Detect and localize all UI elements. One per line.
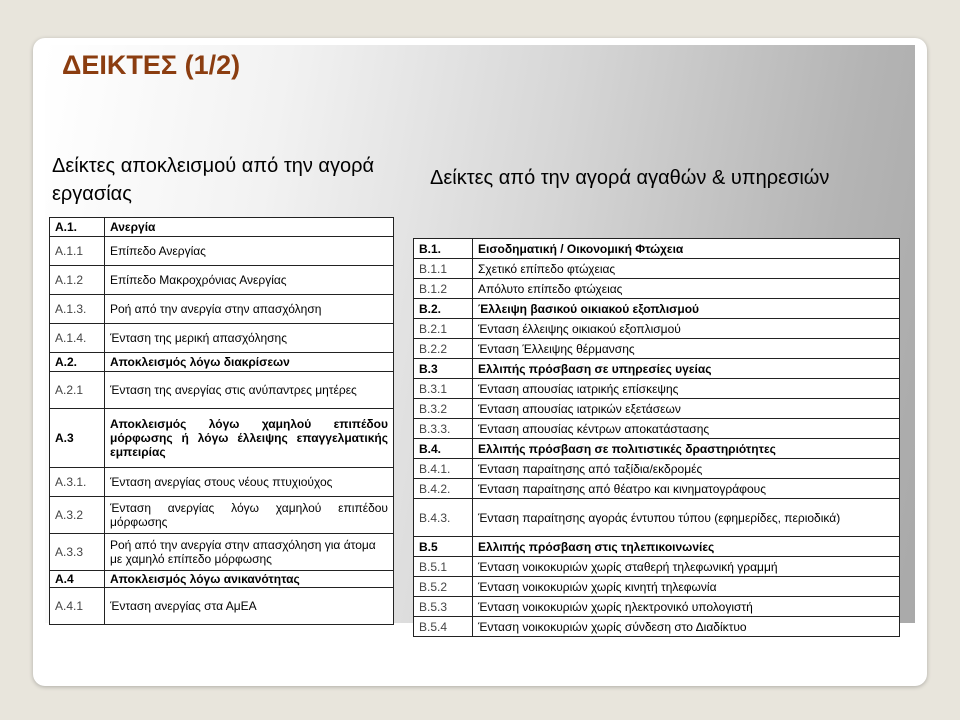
indicator-code: Β.1.2: [414, 279, 473, 299]
table-row: [50, 295, 394, 324]
table-row: [50, 324, 394, 353]
indicator-code: Β.2.: [414, 299, 473, 319]
table-section-row: [50, 571, 394, 588]
table-row: [414, 339, 900, 359]
indicator-label: Ένταση ανεργίας λόγω χαμηλού επιπέδου μόρφωσης: [105, 497, 394, 534]
table-section-row: [414, 359, 900, 379]
indicator-label: Επίπεδο Ανεργίας: [105, 237, 394, 266]
indicator-label: Ένταση ανεργίας στα ΑμΕΑ: [105, 588, 394, 625]
indicator-label: Ένταση νοικοκυριών χωρίς σταθερή τηλεφωνική γραμμή: [473, 557, 900, 577]
table-row: [414, 597, 900, 617]
indicator-code: Β.2.1: [414, 319, 473, 339]
indicator-code: Α.3.3: [50, 534, 105, 571]
indicator-label: Ελλιπής πρόσβαση σε πολιτιστικές δραστηριότητες: [473, 439, 900, 459]
indicator-label: Απόλυτο επίπεδο φτώχειας: [473, 279, 900, 299]
table-section-row: [414, 439, 900, 459]
indicator-label: Ελλιπής πρόσβαση σε υπηρεσίες υγείας: [473, 359, 900, 379]
table-section-row: [50, 218, 394, 237]
indicator-code: Β.5.3: [414, 597, 473, 617]
table-row: [414, 379, 900, 399]
indicator-label: Ένταση της ανεργίας στις ανύπαντρες μητέρες: [105, 372, 394, 409]
labor-market-heading: Δείκτες αποκλεισμού από την αγορά εργασίας: [52, 155, 375, 205]
indicator-code: Α.1.1: [50, 237, 105, 266]
indicator-code: Β.5.2: [414, 577, 473, 597]
slide-title: ΔΕΙΚΤΕΣ (1/2): [62, 50, 241, 80]
indicator-label: Ελλιπής πρόσβαση στις τηλεπικοινωνίες: [473, 537, 900, 557]
indicator-label: Ένταση Έλλειψης θέρμανσης: [473, 339, 900, 359]
indicator-label: Ένταση απουσίας κέντρων αποκατάστασης: [473, 419, 900, 439]
table-row: [414, 279, 900, 299]
indicator-label: Σχετικό επίπεδο φτώχειας: [473, 259, 900, 279]
table-row: [50, 372, 394, 409]
indicator-label: Ένταση νοικοκυριών χωρίς κινητή τηλεφωνία: [473, 577, 900, 597]
table-section-row: [414, 239, 900, 259]
goods-services-heading: Δείκτες από την αγορά αγαθών & υπηρεσιών: [430, 167, 830, 189]
table-row: [414, 459, 900, 479]
indicator-code: Α.4.1: [50, 588, 105, 625]
indicator-label: Ένταση παραίτησης αγοράς έντυπου τύπου (εφημερίδες, περιοδικά): [473, 499, 900, 537]
indicator-code: Α.4: [50, 571, 105, 588]
indicator-label: Ένταση νοικοκυριών χωρίς ηλεκτρονικό υπολογιστή: [473, 597, 900, 617]
indicator-code: Β.3.2: [414, 399, 473, 419]
table-section-row: [414, 537, 900, 557]
table-row: [414, 557, 900, 577]
indicator-label: Ένταση ανεργίας στους νέους πτυχιούχος: [105, 468, 394, 497]
indicator-label: Ένταση παραίτησης από θέατρο και κινηματογράφους: [473, 479, 900, 499]
table-row: [50, 468, 394, 497]
labor-market-indicators-table: [49, 217, 394, 625]
table-section-row: [50, 409, 394, 468]
indicator-code: Β.1.: [414, 239, 473, 259]
indicator-label: Αποκλεισμός λόγω χαμηλού επιπέδου μόρφωσης ή λόγω έλλειψης επαγγελματικής εμπειρίας: [105, 409, 394, 468]
table-section-row: [414, 299, 900, 319]
table-row: [414, 479, 900, 499]
table-row: [50, 266, 394, 295]
indicator-label: Ένταση απουσίας ιατρικής επίσκεψης: [473, 379, 900, 399]
indicator-code: Β.1.1: [414, 259, 473, 279]
indicator-code: Α.2.: [50, 353, 105, 372]
table-row: [414, 617, 900, 637]
indicator-label: Ροή από την ανεργία στην απασχόληση: [105, 295, 394, 324]
indicator-code: Α.3: [50, 409, 105, 468]
table-row: [414, 499, 900, 537]
indicator-code: Α.1.: [50, 218, 105, 237]
table-row: [414, 419, 900, 439]
indicator-code: Α.2.1: [50, 372, 105, 409]
indicator-code: Α.3.1.: [50, 468, 105, 497]
indicator-code: Β.5.1: [414, 557, 473, 577]
indicator-code: Α.1.2: [50, 266, 105, 295]
indicator-code: Β.2.2: [414, 339, 473, 359]
indicator-code: Α.1.3.: [50, 295, 105, 324]
table-section-row: [50, 353, 394, 372]
indicator-code: Β.4.3.: [414, 499, 473, 537]
indicator-code: Β.5.4: [414, 617, 473, 637]
indicator-label: Ανεργία: [105, 218, 394, 237]
indicator-code: Β.4.1.: [414, 459, 473, 479]
indicator-code: Α.3.2: [50, 497, 105, 534]
table-row: [50, 497, 394, 534]
indicator-label: Ένταση παραίτησης από ταξίδια/εκδρομές: [473, 459, 900, 479]
indicator-label: Έλλειψη βασικού οικιακού εξοπλισμού: [473, 299, 900, 319]
goods-services-indicators-table: [413, 238, 900, 637]
indicator-label: Αποκλεισμός λόγω ανικανότητας: [105, 571, 394, 588]
indicator-label: Ροή από την ανεργία στην απασχόληση για άτομα με χαμηλό επίπεδο μόρφωσης: [105, 534, 394, 571]
indicator-label: Ένταση απουσίας ιατρικών εξετάσεων: [473, 399, 900, 419]
indicator-code: Β.3.1: [414, 379, 473, 399]
table-row: [50, 237, 394, 266]
indicator-code: Β.5: [414, 537, 473, 557]
table-row: [50, 588, 394, 625]
indicator-code: Β.3.3.: [414, 419, 473, 439]
indicator-label: Επίπεδο Μακροχρόνιας Ανεργίας: [105, 266, 394, 295]
indicator-code: Β.4.2.: [414, 479, 473, 499]
table-row: [414, 319, 900, 339]
indicator-label: Ένταση της μερική απασχόλησης: [105, 324, 394, 353]
table-row: [50, 534, 394, 571]
indicator-label: Αποκλεισμός λόγω διακρίσεων: [105, 353, 394, 372]
indicator-label: Εισοδηματική / Οικονομική Φτώχεια: [473, 239, 900, 259]
indicator-label: Ένταση έλλειψης οικιακού εξοπλισμού: [473, 319, 900, 339]
table-row: [414, 399, 900, 419]
indicator-code: Β.4.: [414, 439, 473, 459]
indicator-label: Ένταση νοικοκυριών χωρίς σύνδεση στο Διαδίκτυο: [473, 617, 900, 637]
indicator-code: Α.1.4.: [50, 324, 105, 353]
indicator-code: Β.3: [414, 359, 473, 379]
table-row: [414, 259, 900, 279]
table-row: [414, 577, 900, 597]
